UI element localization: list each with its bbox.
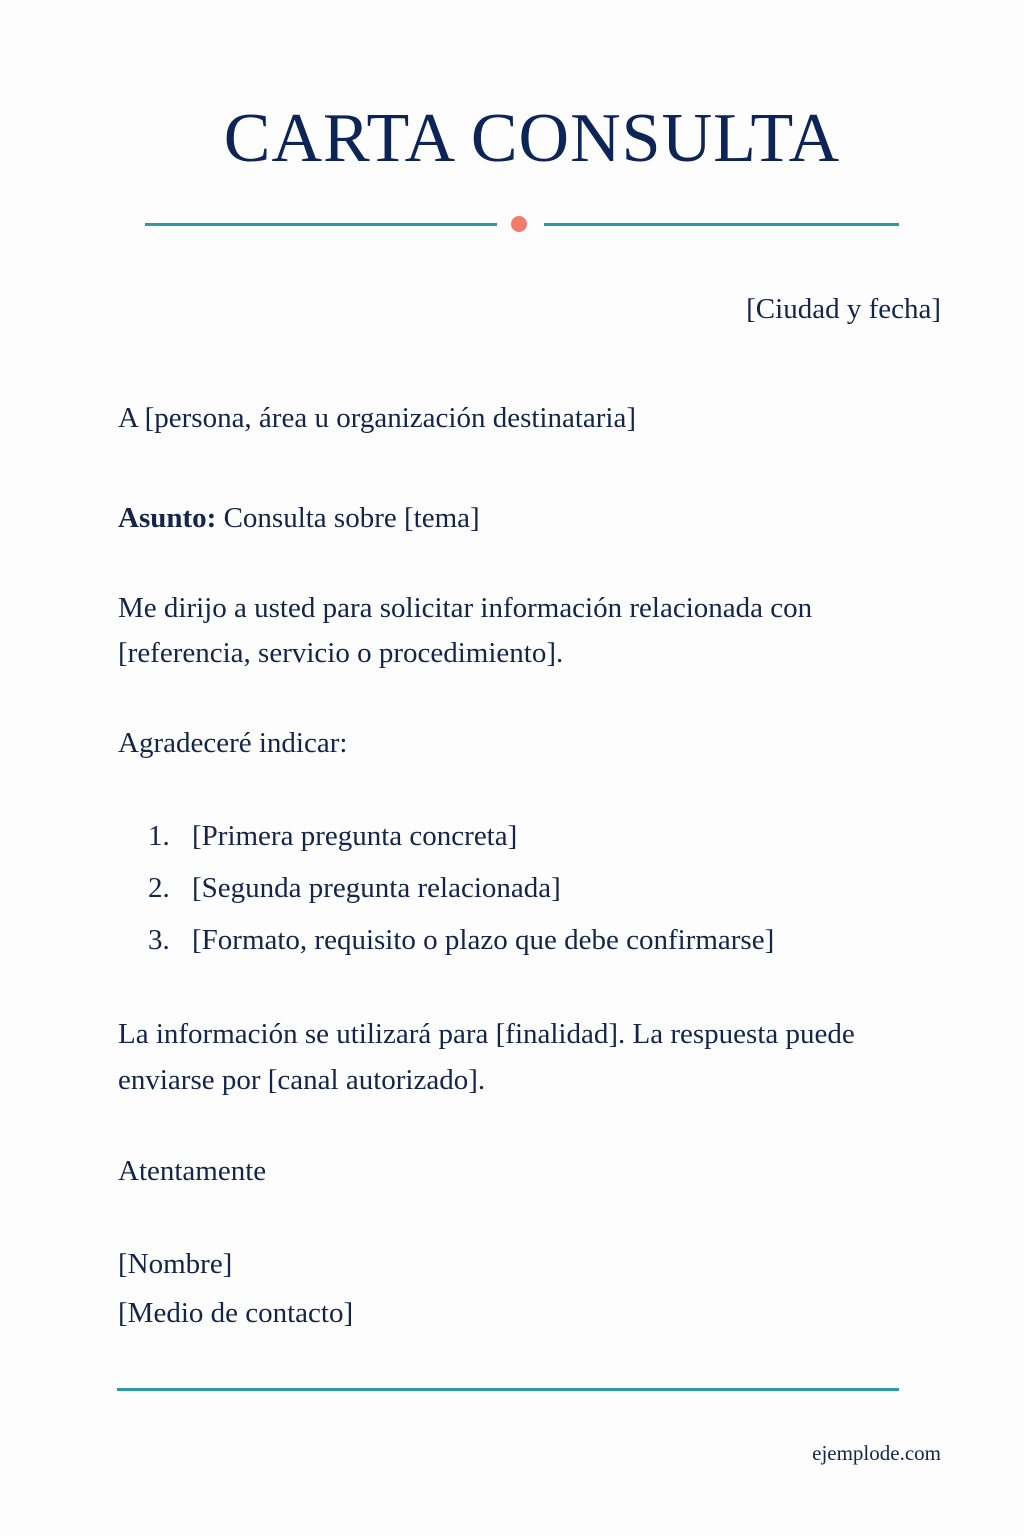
question-text: [Primera pregunta concreta]	[192, 820, 518, 852]
recipient-line: A [persona, área u organización destinataria]	[118, 402, 637, 434]
questions-list	[148, 814, 774, 970]
date-placeholder: [Ciudad y fecha]	[746, 293, 941, 325]
purpose-paragraph: La información se utilizará para [finalidad]. La respuesta puede enviarse por [canal autorizado].	[118, 1018, 855, 1096]
title-divider-left	[145, 223, 497, 226]
signature-name: [Nombre]	[118, 1248, 233, 1280]
subject-label: Asunto:	[118, 502, 217, 534]
question-text: [Segunda pregunta relacionada]	[192, 872, 561, 904]
footer-divider	[117, 1388, 899, 1391]
signature-contact: [Medio de contacto]	[118, 1297, 354, 1329]
subject-line	[118, 496, 480, 540]
question-number: 2.	[148, 872, 170, 904]
question-number: 3.	[148, 924, 170, 956]
question-number: 1.	[148, 820, 170, 852]
title-divider-right	[544, 223, 899, 226]
title-divider-dot	[511, 216, 527, 232]
document-title: CARTA CONSULTA	[223, 100, 841, 177]
question-text: [Formato, requisito o plazo que debe confirmarse]	[192, 924, 775, 956]
closing-line: Atentamente	[118, 1155, 267, 1187]
question-item	[148, 866, 774, 918]
footer-site: ejemplode.com	[812, 1441, 941, 1465]
question-item	[148, 918, 774, 970]
intro-paragraph: Me dirijo a usted para solicitar información relacionada con [referencia, servicio o procedimiento].	[118, 592, 813, 669]
subject-text: Consulta sobre [tema]	[216, 502, 480, 534]
request-intro: Agradeceré indicar:	[118, 727, 348, 759]
question-item	[148, 814, 774, 866]
